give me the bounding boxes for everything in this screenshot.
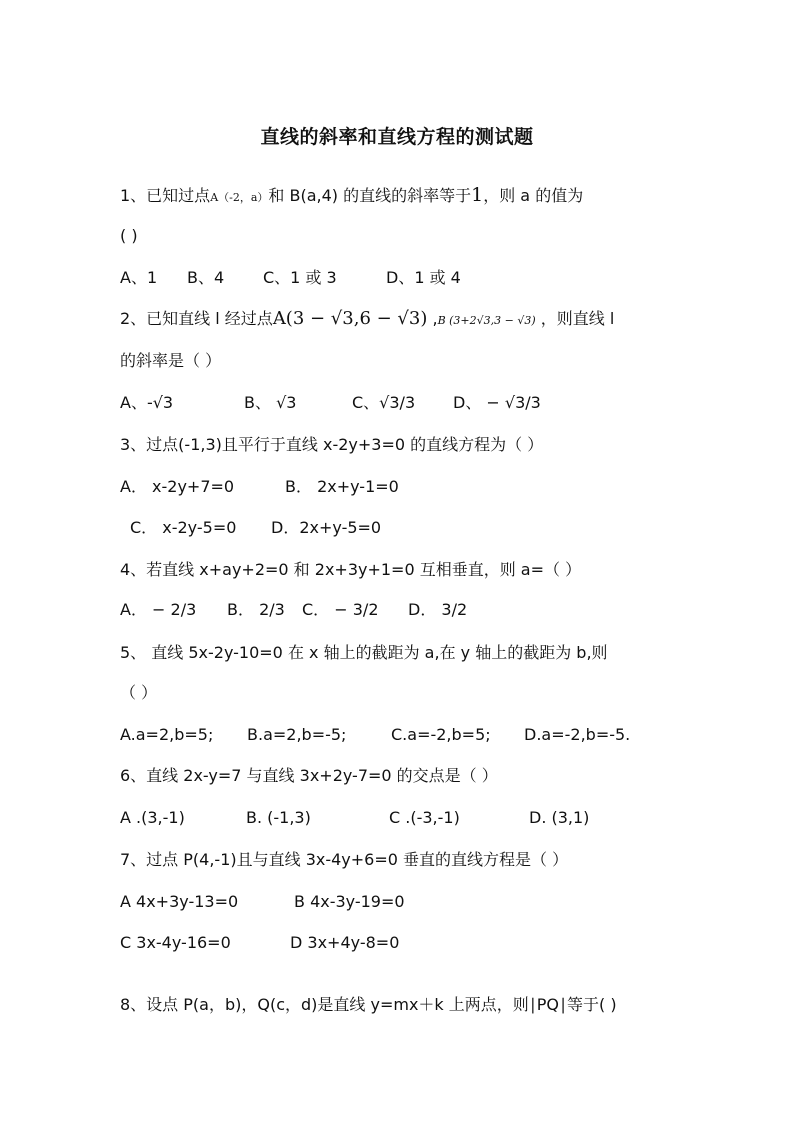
q3-option-a: A． x-2y+7=0 <box>120 477 235 496</box>
q7-option-a: A 4x+3y-13=0 <box>120 892 239 911</box>
q1-mid: 和 B(a,4) 的直线的斜率等于 <box>268 186 472 205</box>
q4-option-c: C． − 3/2 <box>302 600 379 619</box>
q1-option-a: A、1 <box>120 268 158 287</box>
page-title: 直线的斜率和直线方程的测试题 <box>260 126 534 148</box>
q2-line2: 的斜率是（ ） <box>120 351 222 370</box>
q4-option-a: A． − 2/3 <box>120 600 197 619</box>
q7-option-b: B 4x-3y-19=0 <box>294 892 405 911</box>
question-2 <box>120 308 680 332</box>
question-5: 5、 直线 5x-2y-10=0 在 x 轴上的截距为 a,在 y 轴上的截距为 b,则 <box>120 643 608 662</box>
q3-option-c: C． x-2y-5=0 <box>130 518 237 537</box>
q2-suffix: ，则直线 l <box>535 309 615 328</box>
q7-option-c: C 3x-4y-16=0 <box>120 933 231 952</box>
q6-option-b: B. (-1,3) <box>246 808 311 827</box>
q6-option-c: C .(-3,-1) <box>389 808 460 827</box>
q1-point-a: A（-2，a） <box>210 191 269 204</box>
q1-option-c: C、1 或 3 <box>263 268 337 287</box>
q5-option-c: C.a=-2,b=5; <box>391 725 491 744</box>
q1-slope: 1 <box>471 184 484 206</box>
q2-prefix: 2、已知直线 l 经过点 <box>120 309 273 328</box>
q3-option-b: B． 2x+y-1=0 <box>285 477 399 496</box>
q2-option-d: D、 − √3/3 <box>453 393 541 412</box>
q1-option-b: B、4 <box>187 268 225 287</box>
question-3: 3、过点(-1,3)且平行于直线 x-2y+3=0 的直线方程为（ ） <box>120 435 544 454</box>
q2-point-b: B (3+2√3,3 − √3) <box>437 314 536 327</box>
q5-option-a: A.a=2,b=5; <box>120 725 214 744</box>
q4-option-b: B． 2/3 <box>227 600 285 619</box>
q5-option-d: D.a=-2,b=-5. <box>524 725 631 744</box>
q5-option-b: B.a=2,b=-5; <box>247 725 347 744</box>
question-1 <box>120 184 680 209</box>
q6-option-d: D. (3,1) <box>529 808 590 827</box>
q1-prefix: 1、已知过点 <box>120 186 211 205</box>
q6-option-a: A .(3,-1) <box>120 808 185 827</box>
q3-option-d: D．2x+y-5=0 <box>271 518 382 537</box>
q4-option-d: D． 3/2 <box>408 600 468 619</box>
q1-suffix: ，则 a 的值为 <box>483 186 584 205</box>
q1-paren: ( ) <box>120 226 138 245</box>
question-4: 4、若直线 x+ay+2=0 和 2x+3y+1=0 互相垂直，则 a=（ ） <box>120 560 582 579</box>
q2-option-b: B、 √3 <box>244 393 297 412</box>
q2-option-a: A、-√3 <box>120 393 174 412</box>
q7-option-d: D 3x+4y-8=0 <box>290 933 400 952</box>
q2-point-a: A(3 − √3,6 − √3) <box>272 308 428 329</box>
question-7: 7、过点 P(4,-1)且与直线 3x-4y+6=0 垂直的直线方程是（ ） <box>120 850 569 869</box>
q1-option-d: D、1 或 4 <box>386 268 461 287</box>
question-6: 6、直线 2x-y=7 与直线 3x+2y-7=0 的交点是（ ） <box>120 766 498 785</box>
q2-sep: , <box>427 309 438 328</box>
question-8: 8、设点 P(a，b)，Q(c，d)是直线 y=mx＋k 上两点，则∣PQ∣等于( ) <box>120 995 617 1014</box>
q5-paren: （ ） <box>120 683 158 702</box>
q2-option-c: C、√3/3 <box>352 393 416 412</box>
